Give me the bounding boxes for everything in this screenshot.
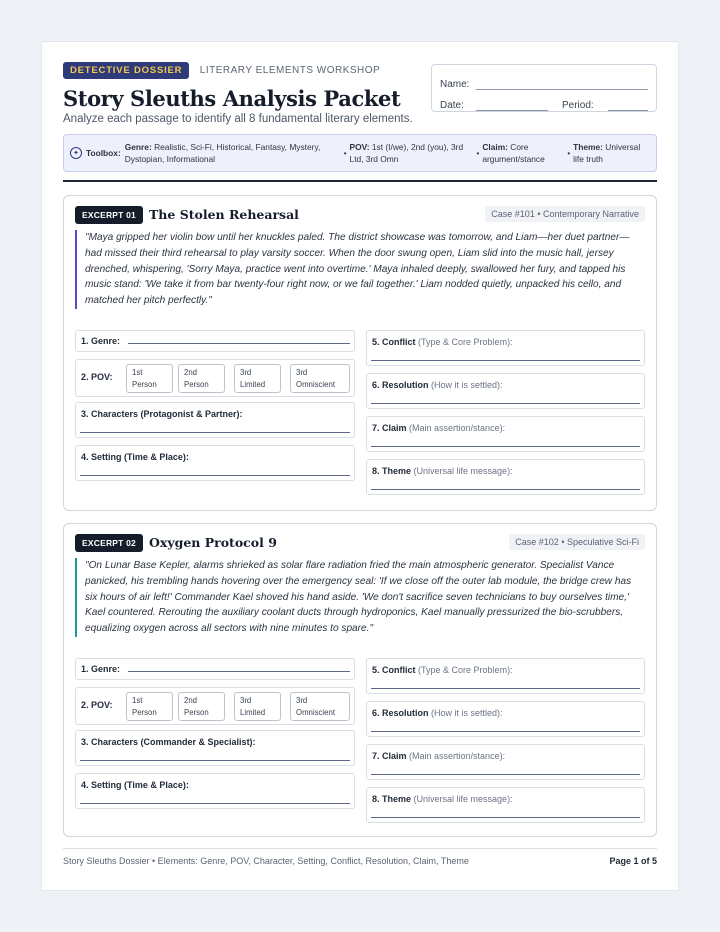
genre-field[interactable]: 1. Genre: [75, 330, 355, 352]
compass-icon: ✦ [70, 147, 82, 159]
toolbox-panel [63, 134, 657, 172]
workshop-label: LITERARY ELEMENTS WORKSHOP [199, 65, 381, 77]
toolbox-label: Toolbox: [86, 148, 121, 158]
period-field[interactable] [608, 99, 648, 111]
setting-field[interactable]: 4. Setting (Time & Place): [75, 773, 355, 809]
pov-option-3rd-limited[interactable]: 3rd Limited [234, 364, 281, 393]
period-label: Period: [562, 100, 594, 111]
header-divider [63, 180, 657, 182]
characters-field[interactable]: 3. Characters (Protagonist & Partner): [75, 402, 355, 438]
pov-option-3rd-omniscient[interactable]: 3rd Omniscient [290, 692, 350, 721]
pov-option-3rd-omniscient[interactable]: 3rd Omniscient [290, 364, 350, 393]
name-label: Name: [440, 79, 470, 90]
excerpt-card [63, 195, 657, 511]
page-number: Page 1 of 5 [609, 856, 657, 866]
student-info-box [431, 64, 657, 112]
bullet-icon: • [343, 148, 347, 158]
excerpt-passage: "On Lunar Base Kepler, alarms shrieked as solar flare radiation fried the main atmospheric generator. Specialist Vance panicked, his trembling hands hovering over the emergency seal: 'If we close off the outer lab module, the bridge crew has six hours of air left!' Commander Kael shoved his hand aside. 'We don't sacrifice seven technicians to buy ourselves time,' Kael countered. Rerouting the auxiliary coolant ducts through hydroponics, Kael manually pressurized the bio-scrubbers, equalizing oxygen across all sectors with nine minutes to spare." [75, 558, 645, 637]
dossier-badge: DETECTIVE DOSSIER [63, 62, 189, 79]
pov-field: 2. POV: 1st Person 2nd Person 3rd Limited 3rd Omniscient [75, 359, 355, 397]
bullet-icon: • [476, 148, 480, 158]
page-subtitle: Analyze each passage to identify all 8 fundamental literary elements. [63, 113, 413, 125]
excerpt-tag: EXCERPT 01 [75, 206, 143, 224]
name-field[interactable] [476, 78, 648, 90]
page-title: Story Sleuths Analysis Packet [63, 86, 401, 111]
theme-field[interactable]: 8. Theme (Universal life message): [366, 787, 645, 823]
characters-field[interactable]: 3. Characters (Commander & Specialist): [75, 730, 355, 766]
date-field[interactable] [476, 99, 548, 111]
claim-field[interactable]: 7. Claim (Main assertion/stance): [366, 744, 645, 780]
pov-field: 2. POV: 1st Person 2nd Person 3rd Limited 3rd Omniscient [75, 687, 355, 725]
excerpt-passage: "Maya gripped her violin bow until her knuckles paled. The district showcase was tomorrow, and Liam—her duet partner—had missed their third rehearsal to play varsity soccer. When the door swung open, Liam slid into the music hall, jersey drenched, whispering, 'Sorry Maya, practice went into overtime.' Maya inhaled deeply, swallowed her fury, and tapped his music stand: 'We take it from bar twenty-four right now, or we fail together.' Liam nodded quietly, unpacked his cello, and matched her pitch perfectly." [75, 230, 645, 309]
bullet-icon: • [567, 148, 571, 158]
excerpt-title: Oxygen Protocol 9 [149, 535, 277, 550]
excerpt-card [63, 523, 657, 837]
pov-option-3rd-limited[interactable]: 3rd Limited [234, 692, 281, 721]
toolbox-claim: Claim: Core argument/stance [482, 142, 545, 164]
footer-text: Story Sleuths Dossier • Elements: Genre, POV, Character, Setting, Conflict, Resolution, Claim, Theme [63, 856, 469, 866]
conflict-field[interactable]: 5. Conflict (Type & Core Problem): [366, 330, 645, 366]
case-label: Case #101 • Contemporary Narrative [485, 206, 645, 222]
page-footer [63, 848, 657, 866]
excerpt-title: The Stolen Rehearsal [149, 207, 299, 222]
theme-field[interactable]: 8. Theme (Universal life message): [366, 459, 645, 495]
date-label: Date: [440, 100, 464, 111]
toolbox-pov: POV: 1st (I/we), 2nd (you), 3rd Ltd, 3rd Omn [349, 142, 464, 164]
pov-option-1st[interactable]: 1st Person [126, 692, 173, 721]
conflict-field[interactable]: 5. Conflict (Type & Core Problem): [366, 658, 645, 694]
setting-field[interactable]: 4. Setting (Time & Place): [75, 445, 355, 481]
case-label: Case #102 • Speculative Sci-Fi [509, 534, 645, 550]
toolbox-genre: Genre: Realistic, Sci-Fi, Historical, Fantasy, Mystery, Dystopian, Informational [124, 142, 321, 164]
pov-option-1st[interactable]: 1st Person [126, 364, 173, 393]
pov-option-2nd[interactable]: 2nd Person [178, 364, 225, 393]
toolbox-theme: Theme: Universal life truth [573, 142, 641, 164]
excerpt-tag: EXCERPT 02 [75, 534, 143, 552]
claim-field[interactable]: 7. Claim (Main assertion/stance): [366, 416, 645, 452]
worksheet-header [63, 62, 657, 202]
resolution-field[interactable]: 6. Resolution (How it is settled): [366, 701, 645, 737]
resolution-field[interactable]: 6. Resolution (How it is settled): [366, 373, 645, 409]
pov-option-2nd[interactable]: 2nd Person [178, 692, 225, 721]
worksheet-page [42, 42, 678, 890]
genre-field[interactable]: 1. Genre: [75, 658, 355, 680]
